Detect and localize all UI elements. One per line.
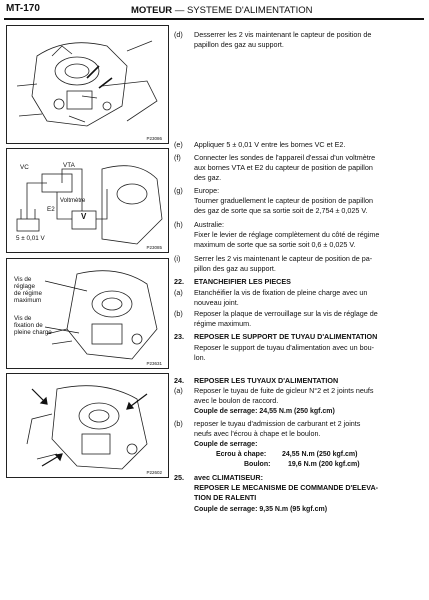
step-line: lon.	[194, 353, 206, 362]
torque-ecrou-label: Ecrou à chape:	[216, 451, 267, 458]
step-line: Reposer la plaque de verrouillage sur la vis de réglage de	[194, 309, 378, 318]
step-line: nouveau joint.	[194, 298, 239, 307]
label-vis-fixation	[14, 315, 52, 336]
label-vc: VC	[20, 164, 29, 171]
label-voltmetre: Voltmètre	[60, 198, 86, 204]
label-vis-reglage-line: réglage	[14, 283, 36, 290]
page-title	[131, 5, 312, 16]
step-key: (a)	[174, 386, 183, 395]
carburetor-illustration-1	[7, 26, 168, 143]
torque-24b-title: Couple de serrage:	[194, 441, 258, 448]
step-line: maximum de sorte que sa sortie soit 0,6 ± 0,025 V.	[194, 240, 356, 249]
step-line: Tourner graduellement le capteur de position de papillon	[194, 196, 374, 205]
page-title-sep: —	[174, 5, 185, 16]
figure-fuel-pipes	[6, 373, 169, 478]
label-vis-reglage	[14, 276, 42, 304]
figure-code: P23085	[146, 245, 162, 250]
section-title: ETANCHEIFIER LES PIECES	[194, 277, 291, 286]
figure-code: P23631	[146, 361, 162, 366]
step-key: (f)	[174, 153, 181, 162]
figure-voltmeter-setup	[6, 148, 169, 253]
label-e2: E2	[47, 206, 55, 213]
step-key: (g)	[174, 186, 183, 195]
step-line: neufs avec l'écrou à chape et le boulon.	[194, 429, 321, 438]
step-line: aux bornes VTA et E2 du capteur de position de papillon	[194, 163, 373, 172]
step-text	[194, 186, 373, 216]
section-number: 22.	[174, 277, 184, 286]
section-title: REPOSER LE SUPPORT DE TUYAU D'ALIMENTATION	[194, 332, 378, 341]
step-text	[194, 309, 378, 329]
step-text	[194, 419, 360, 439]
label-vis-fixation-line: Vis de	[14, 315, 32, 322]
section-number: 23.	[174, 332, 184, 341]
section-number: 24.	[174, 376, 184, 385]
step-line: Reposer le support de tuyau d'alimentation avec un bou-	[194, 343, 374, 352]
step-line: des gaz.	[194, 173, 222, 182]
figure-adjusting-screws	[6, 258, 169, 369]
step-line: Reposer le tuyau de fuite de gicleur N°2 et 2 joints neufs	[194, 386, 374, 395]
step-line: Fixer le levier de réglage complètement du côté de régime	[194, 230, 380, 239]
torque-ecrou-value: 24,55 N.m (250 kgf.cm)	[282, 451, 358, 458]
step-key: (d)	[174, 30, 183, 39]
step-text	[194, 153, 375, 183]
step-key: (h)	[174, 220, 183, 229]
torque-24a: Couple de serrage: 24,55 N.m (250 kgf.cm)	[194, 408, 335, 415]
step-key: (e)	[174, 140, 183, 149]
step-line: Desserrer les 2 vis maintenant le capteur de position de	[194, 30, 372, 39]
step-key: (b)	[174, 309, 183, 318]
step-line: des gaz de sorte que sa sortie soit de 2,754 ± 0,025 V.	[194, 206, 368, 215]
label-vis-fixation-line: fixation de	[14, 322, 43, 329]
step-line: avec le boulon de raccord.	[194, 396, 279, 405]
step-line: papillon des gaz au support.	[194, 40, 284, 49]
figure-throttle-sensor-screws	[6, 25, 169, 144]
label-v: V	[81, 212, 87, 221]
step-text	[194, 30, 371, 50]
step-text	[194, 386, 373, 406]
torque-25: Couple de serrage: 9,35 N.m (95 kgf.cm)	[194, 506, 328, 513]
step-line: reposer le tuyau d'admission de carburant et 2 joints	[194, 419, 361, 428]
step-text	[194, 343, 374, 363]
step-line: Etanchéifier la vis de fixation de pleine charge avec un	[194, 288, 368, 297]
header-rule	[4, 18, 424, 20]
torque-boulon-label: Boulon:	[244, 461, 271, 468]
torque-boulon-value: 19,6 N.m (200 kgf.cm)	[288, 461, 360, 468]
step-line: Australie:	[194, 220, 224, 229]
section-title: avec CLIMATISEUR:	[194, 473, 263, 482]
step-line: REPOSER LE MECANISME DE COMMANDE D'ELEVA-	[194, 483, 379, 492]
figure-code: P22602	[146, 470, 162, 475]
label-vis-reglage-line: de régime	[14, 290, 43, 297]
step-text	[194, 220, 379, 250]
label-vis-fixation-line: pleine charge	[14, 329, 52, 336]
step-line: TION DE RALENTI	[194, 493, 257, 502]
step-text	[194, 288, 367, 308]
section-title: REPOSER LES TUYAUX D'ALIMENTATION	[194, 376, 339, 385]
page-title-rest: SYSTEME D'ALIMENTATION	[186, 5, 313, 16]
step-key: (b)	[174, 419, 183, 428]
section-number: 25.	[174, 473, 184, 482]
step-key: (a)	[174, 288, 183, 297]
step-line: Europe:	[194, 186, 220, 195]
step-text	[194, 483, 378, 503]
figure-code: P23086	[146, 136, 162, 141]
step-text	[194, 254, 372, 274]
step-line: pillon des gaz au support.	[194, 264, 276, 273]
step-line: Serrer les 2 vis maintenant le capteur de position de pa-	[194, 254, 373, 263]
label-supply-voltage: 5 ± 0,01 V	[16, 235, 45, 242]
step-key: (i)	[174, 254, 181, 263]
carburetor-illustration-4	[7, 374, 168, 477]
step-line: Connecter les sondes de l'appareil d'essai d'un voltmètre	[194, 153, 376, 162]
step-line: régime maximum.	[194, 319, 252, 328]
step-line: Appliquer 5 ± 0,01 V entre les bornes VC et E2.	[194, 140, 346, 149]
label-vis-reglage-line: Vis de	[14, 276, 32, 283]
label-vis-reglage-line: maximum	[14, 297, 42, 304]
step-text	[194, 140, 345, 150]
page-code: MT-170	[6, 3, 40, 14]
label-vta: VTA	[63, 162, 75, 169]
page-title-bold: MOTEUR	[131, 5, 173, 16]
